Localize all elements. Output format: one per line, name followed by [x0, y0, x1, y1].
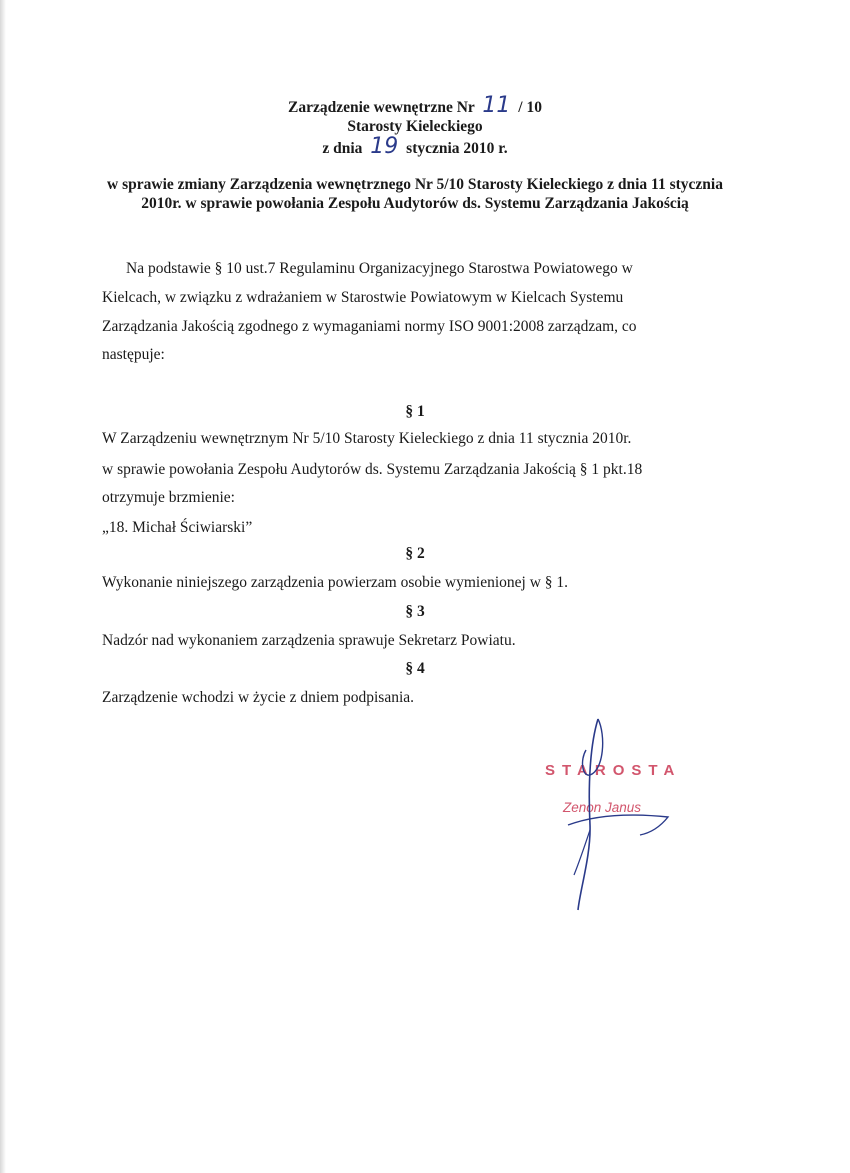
handwritten-signature	[560, 715, 690, 915]
section-4-heading: § 4	[405, 660, 425, 677]
section-1-line-3: otrzymuje brzmienie:	[102, 489, 235, 506]
preamble-paragraph: Na podstawie § 10 ust.7 Regulaminu Organizacyjnego Starostwa Powiatowego w Kielcach, w związku z wdrażaniem w Starostwie Powiatowym w Kielcach Systemu Zarządzania Jakością zgodnego z wymaganiami normy ISO 9001:2008 zarządzam, co następuje:	[102, 260, 637, 364]
date-line	[0, 134, 830, 159]
scan-edge-shadow	[0, 0, 6, 1173]
section-1-line-4: „18. Michał Ściwiarski”	[102, 519, 253, 536]
section-3-text: Nadzór nad wykonaniem zarządzenia sprawuje Sekretarz Powiatu.	[102, 632, 516, 649]
section-2-text: Wykonanie niniejszego zarządzenia powierzam osobie wymienionej w § 1.	[102, 574, 569, 591]
section-1-heading: § 1	[405, 403, 425, 420]
document-subject: w sprawie zmiany Zarządzenia wewnętrznego Nr 5/10 Starosty Kieleckiego z dnia 11 stycznia 2010r. w sprawie powołania Zespołu Audytorów ds. Systemu Zarządzania Jakością	[107, 176, 723, 212]
section-3-heading: § 3	[405, 603, 425, 620]
document-title	[0, 93, 830, 118]
handwritten-day: 19	[370, 134, 399, 159]
section-1-line-1: W Zarządzeniu wewnętrznym Nr 5/10 Starosty Kieleckiego z dnia 11 stycznia 2010r.	[102, 430, 632, 447]
date-prefix: z dnia	[322, 140, 363, 157]
stamp-title: STAROSTA	[545, 762, 682, 779]
stamp-name: Zenon Janus	[563, 800, 642, 815]
section-1-line-2: w sprawie powołania Zespołu Audytorów ds. Systemu Zarządzania Jakością § 1 pkt.18	[102, 461, 643, 478]
section-2-heading: § 2	[405, 545, 425, 562]
date-suffix: stycznia 2010 r.	[406, 140, 508, 157]
authority-line: Starosty Kieleckiego	[347, 118, 483, 135]
title-suffix: / 10	[518, 99, 542, 116]
handwritten-number: 11	[482, 93, 511, 118]
section-4-text: Zarządzenie wchodzi w życie z dniem podpisania.	[102, 689, 415, 706]
title-prefix: Zarządzenie wewnętrzne Nr	[288, 99, 475, 116]
